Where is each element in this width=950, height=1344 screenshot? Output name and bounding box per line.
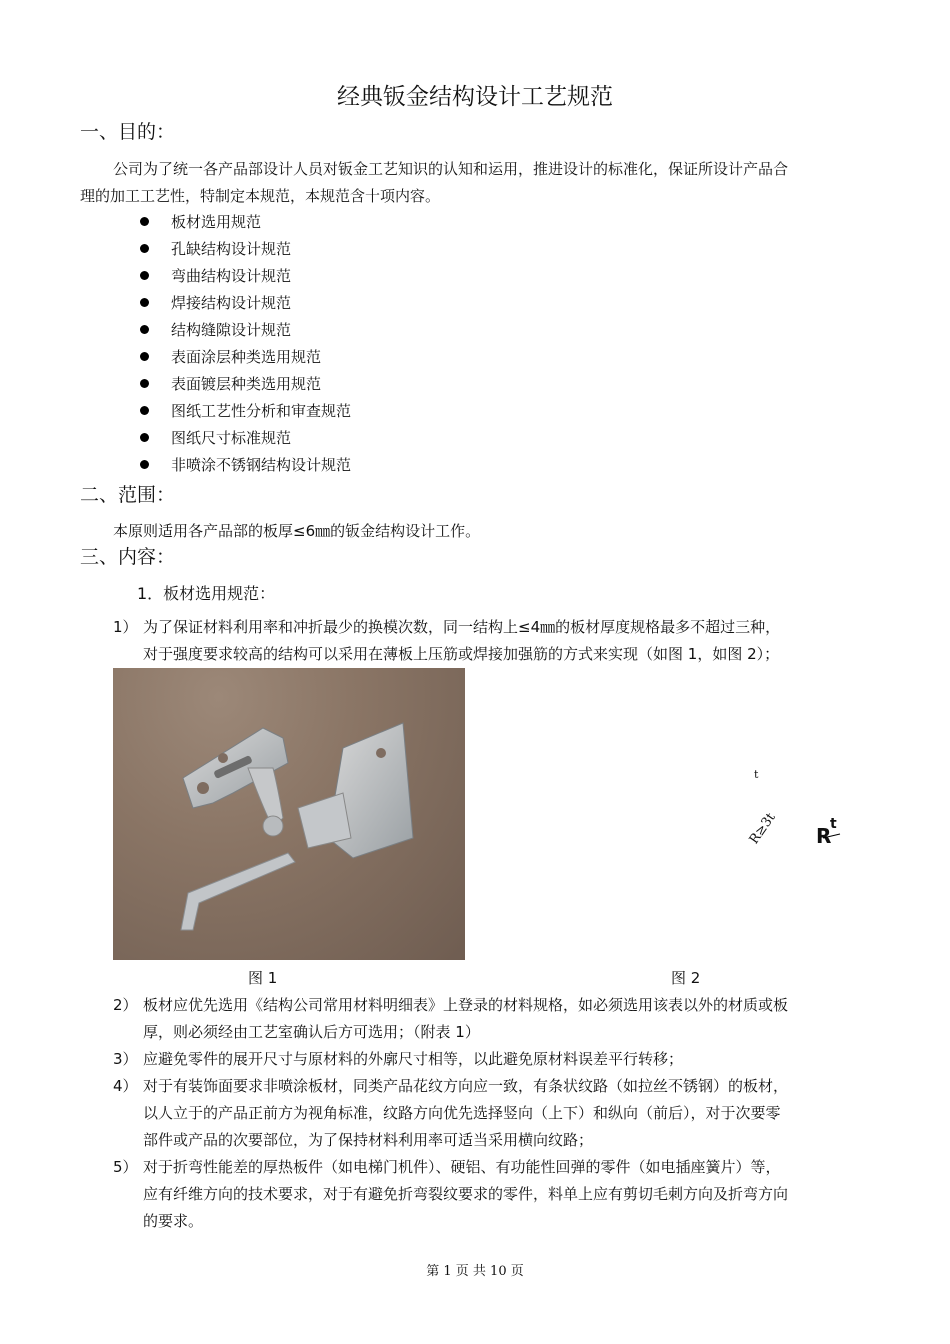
list-item: 图纸工艺性分析和审查规范 — [140, 398, 351, 424]
list-item: 板材选用规范 — [140, 209, 261, 235]
dimension-label: t — [830, 816, 837, 832]
subsection-heading: 1．板材选用规范： — [137, 584, 276, 603]
figure-2-drawing — [745, 760, 845, 880]
fig2-lines — [745, 760, 845, 880]
list-item: 弯曲结构设计规范 — [140, 263, 291, 289]
item-text-line: 对于折弯性能差的厚热板件（如电梯门机件）、硬铝、有功能性回弹的零件（如电插座簧片）等， — [143, 1158, 781, 1176]
scope-paragraph: 本原则适用各产品部的板厚≤6㎜的钣金结构设计工作。 — [113, 522, 481, 540]
page-title: 经典钣金结构设计工艺规范 — [337, 84, 613, 110]
bullet-icon — [140, 406, 149, 415]
list-item: 结构缝隙设计规范 — [140, 317, 291, 343]
bullet-icon — [140, 244, 149, 253]
bullet-icon — [140, 271, 149, 280]
item-text-line: 应有纤维方向的技术要求，对于有避免折弯裂纹要求的零件，料单上应有剪切毛刺方向及折弯方向 — [143, 1185, 789, 1203]
item-number: 1） — [113, 618, 138, 636]
item-text-line: 板材应优先选用《结构公司常用材料明细表》上登录的材料规格，如必须选用该表以外的材质或板 — [143, 996, 789, 1014]
item-number: 5） — [113, 1158, 138, 1176]
radius-label: R — [816, 824, 832, 848]
sheet-metal-parts-illustration — [113, 668, 465, 960]
item-number: 4） — [113, 1077, 138, 1095]
item-text-line: 应避免零件的展开尺寸与原材料的外廓尺寸相等，以此避免原材料误差平行转移； — [143, 1050, 684, 1068]
bullet-icon — [140, 298, 149, 307]
item-text-line: 以人立于的产品正前方为视角标准，纹路方向优先选择竖向（上下）和纵向（前后），对于次要零 — [143, 1104, 781, 1122]
bullet-icon — [140, 379, 149, 388]
figure-1-photo — [113, 668, 465, 960]
item-text-line: 对于强度要求较高的结构可以采用在薄板上压筋或焊接加强筋的方式来实现（如图 1，如图 2）； — [143, 645, 780, 663]
list-item: 表面镀层种类选用规范 — [140, 371, 321, 397]
item-text-line: 厚，则必须经由工艺室确认后方可选用；（附表 1） — [143, 1023, 480, 1041]
item-text-line: 的要求。 — [143, 1212, 204, 1230]
bullet-icon — [140, 325, 149, 334]
radius-label: R≥3t — [746, 810, 779, 847]
list-item: 图纸尺寸标准规范 — [140, 425, 291, 451]
item-text-line: 对于有装饰面要求非喷涂板材，同类产品花纹方向应一致，有条状纹路（如拉丝不锈钢）的板材， — [143, 1077, 789, 1095]
list-item: 非喷涂不锈钢结构设计规范 — [140, 452, 351, 478]
section-heading-content: 三、内容： — [80, 546, 176, 568]
item-number: 3） — [113, 1050, 138, 1068]
item-number: 2） — [113, 996, 138, 1014]
list-item: 表面涂层种类选用规范 — [140, 344, 321, 370]
page-footer: 第 1 页 共 10 页 — [426, 1264, 524, 1279]
purpose-paragraph-line1: 公司为了统一各产品部设计人员对钣金工艺知识的认知和运用，推进设计的标准化，保证所设计产品合 — [113, 160, 789, 178]
item-text-line: 为了保证材料利用率和冲折最少的换模次数，同一结构上≤4㎜的板材厚度规格最多不超过三种， — [143, 618, 781, 636]
purpose-paragraph-line2: 理的加工工艺性，特制定本规范，本规范含十项内容。 — [80, 187, 441, 205]
item-text-line: 部件或产品的次要部位，为了保持材料利用率可适当采用横向纹路； — [143, 1131, 594, 1149]
figure-2-caption: 图 2 — [671, 969, 701, 987]
dimension-label: t — [754, 768, 759, 781]
bullet-icon — [140, 352, 149, 361]
bullet-icon — [140, 433, 149, 442]
section-heading-purpose: 一、目的： — [80, 121, 176, 143]
bullet-icon — [140, 460, 149, 469]
list-item: 焊接结构设计规范 — [140, 290, 291, 316]
figure-1-caption: 图 1 — [248, 969, 278, 987]
bullet-icon — [140, 217, 149, 226]
list-item: 孔缺结构设计规范 — [140, 236, 291, 262]
section-heading-scope: 二、范围： — [80, 484, 176, 506]
